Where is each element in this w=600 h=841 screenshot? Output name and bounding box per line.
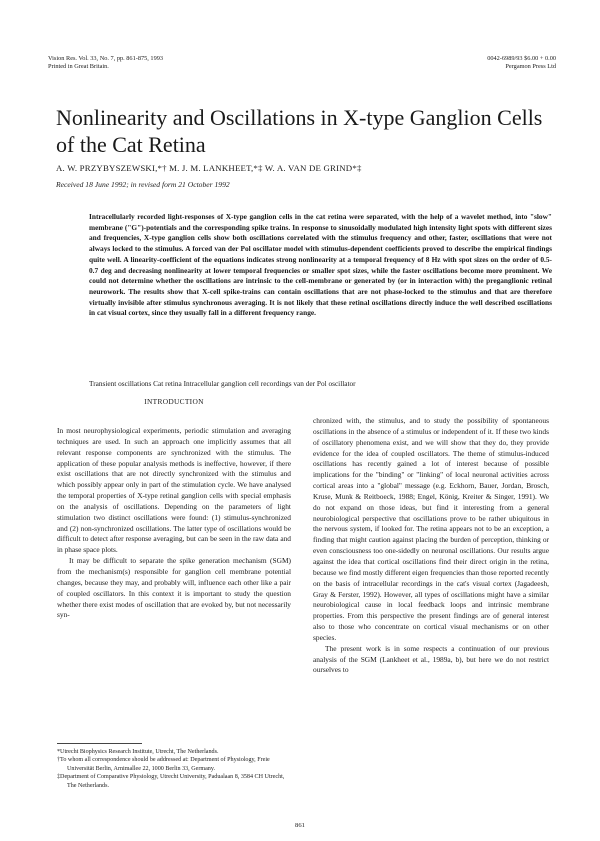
received-date: Received 18 June 1992; in revised form 21 October 1992 <box>56 180 230 189</box>
page-number: 861 <box>295 822 305 829</box>
journal-citation <box>48 55 163 71</box>
footnote-divider <box>57 743 142 744</box>
code-line-2: Pergamon Press Ltd <box>505 63 556 70</box>
footnotes <box>57 748 291 790</box>
left-column <box>57 426 291 621</box>
footnote: ‡Department of Comparative Physiology, Utrecht University, Padualaan 8, 3584 CH Utrecht, The Netherlands. <box>57 774 285 789</box>
section-heading: INTRODUCTION <box>144 397 204 406</box>
footnote: *Utrecht Biophysics Research Institute, Utrecht, The Netherlands. <box>57 749 219 755</box>
abstract: Intracellularly recorded light-responses of X-type ganglion cells in the cat retina were separated, with the help of a wavelet method, into "slow" membrane ("G")-potentials and the corresponding spike trains. In response to sinusoidally modulated high intensity light spots with different sizes and frequencies, X-type ganglion cells show both oscillations correlated with the stimulus frequency and other, faster, oscillations that were not always locked to the stimulus. A forced van der Pol oscillator model with stimulus-dependent coefficients proved to describe the empirical findings quite well. A linearity-coefficient of the equations indicates strong nonlinearity at a temporal frequency of 8 Hz with spot sizes on the order of 0.5-0.7 deg and decreasing nonlinearity at lower temporal frequencies or smaller spot sizes, while the faster oscillations become more prominent. We could not determine whether the oscillations are intrinsic to the cell-membrane or generated by (or in interaction with) the preganglionic retinal neurowork. The results show that X-cell spike-trains can contain oscillations that are not phase-locked to the stimulus and that are therefore virtually invisible after stimulus synchronous averaging. It is not likely that these retinal oscillations directly induce the well described oscillations in cat visual cortex, since they usually fall in a different frequency range. <box>89 212 552 318</box>
paragraph: It may be difficult to separate the spike generation mechanism (SGM) from the mechanism(s) responsible for ganglion cell membrane potential changes, because they may, and probably will, influence each other like a pair of coupled oscillators. In this context it is important to study the question whether there exist modes of oscillation that are evoked by, but not necessarily syn- <box>57 556 291 620</box>
journal-line-1: Vision Res. Vol. 33, No. 7, pp. 861-875, 1993 <box>48 55 164 62</box>
author-list: A. W. PRZYBYSZEWSKI,*† M. J. M. LANKHEET,*‡ W. A. VAN DE GRIND*‡ <box>56 163 362 173</box>
journal-line-2: Printed in Great Britain. <box>48 63 109 70</box>
journal-code <box>487 55 556 71</box>
paper-title: Nonlinearity and Oscillations in X-type Ganglion Cells of the Cat Retina <box>56 105 543 157</box>
paragraph: The present work is in some respects a continuation of our previous analysis of the SGM (Lankheet et al., 1989a, b), but here we do not restrict ourselves to <box>313 643 549 675</box>
paragraph: chronized with, the stimulus, and to study the possibility of spontaneous oscillations in the absence of a stimulus or independent of it. If these two kinds of oscillatory phenomena exist, and we will show that they do, they provide evidence for the idea of coupled oscillators. The theme of stimulus-induced oscillations has recently gained a lot of interest because of possible implications for the "binding" or "linking" of local neuronal activities across cortical areas into a "global" message (e.g. Eckhorn, Bauer, Jordan, Brosch, Kruse, Munk & Reitboeck, 1988; Engel, König, Kreiter & Singer, 1991). We do not expand on those ideas, but find it interesting from a general neurobiological perspective that oscillations prove to be rather ubiquitous in the nervous system, if looked for. The retina appears not to be an exception, a finding that might caution against placing the burden of perception, thinking or even consciousness too one-sidedly on neuronal oscillations. Our results argue against the idea that cortical oscillations find their direct origin in the retina, because we find mostly different eigen frequencies than those reported recently on the basis of intracellular recordings in the cat's visual cortex (Jagadeesh, Gray & Ferster, 1992). However, all types of oscillations might have a similar neurobiological cause in local feedback loops and intrinsic membrane properties. From this perspective the present findings are of general interest also to those who concentrate on cortical visual mechanisms or on other species. <box>313 416 549 642</box>
footnote: †To whom all correspondence should be addressed at: Department of Physiology, Freie Universität Berlin, Arnimallee 22, 1000 Berlin 33, Germany. <box>57 757 270 772</box>
paragraph: In most neurophysiological experiments, periodic stimulation and averaging techniques are used. In such an approach one implicitly assumes that all relevant response components are synchronized with the stimulus. The application of these popular analysis methods is ineffective, however, if there exist oscillations that are not directly synchronized with the stimulus and which possibly appear only in part of the stimulation cycle. We have analysed the temporal properties of X-type retinal ganglion cells with special emphasis on the analysis of oscillations. Depending on the parameters of light stimulation two distinct oscillations were found: (1) stimulus-synchronized and (2) non-synchronized oscillations. The latter type of oscillations would be difficult to detect after response averaging, but can be seen in the raw data and in phase space plots. <box>57 426 291 555</box>
right-column <box>313 416 549 676</box>
keywords: Transient oscillations Cat retina Intracellular ganglion cell recordings van der Pol oscillator <box>89 379 356 388</box>
code-line-1: 0042-6989/93 $6.00 + 0.00 <box>487 55 556 62</box>
